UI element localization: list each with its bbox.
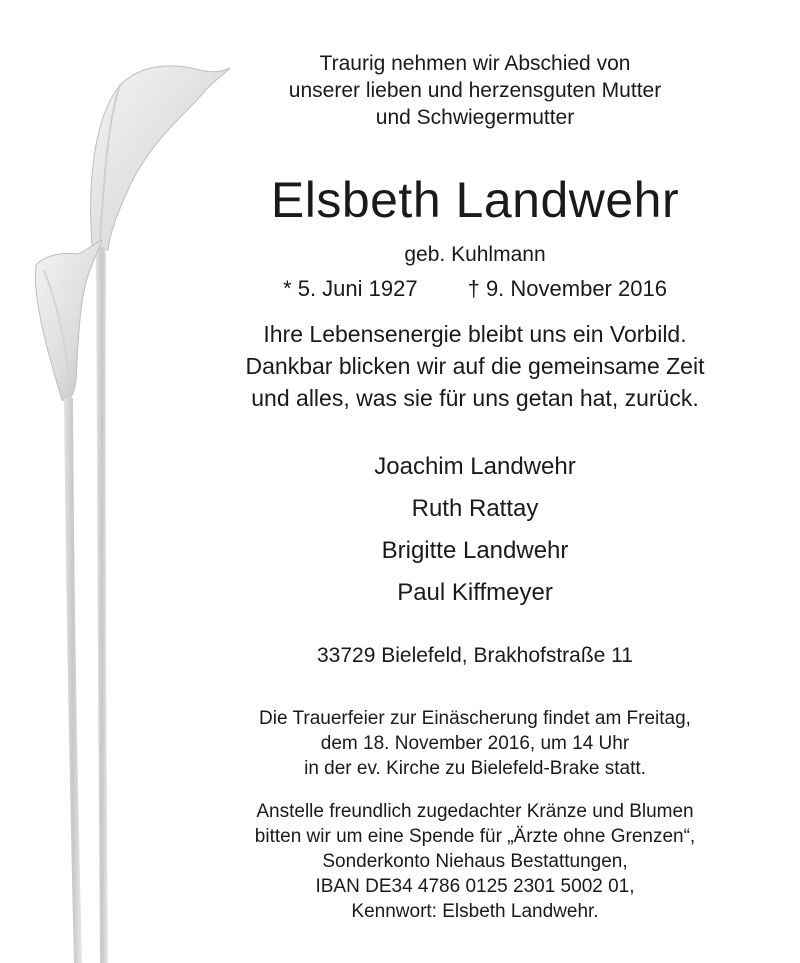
tribute-text xyxy=(205,318,745,414)
life-dates xyxy=(205,274,745,304)
tribute-line: und alles, was sie für uns getan hat, zurück. xyxy=(251,385,699,411)
mourner-name: Ruth Rattay xyxy=(411,495,539,522)
tribute-line: Dankbar blicken wir auf die gemeinsame Zeit xyxy=(245,353,705,379)
birth-name: geb. Kuhlmann xyxy=(404,243,546,266)
mourner-name: Brigitte Landwehr xyxy=(381,537,569,564)
tribute-line: Ihre Lebensenergie bleibt uns ein Vorbild. xyxy=(263,321,687,347)
intro-line: Traurig nehmen wir Abschied von xyxy=(319,52,631,75)
service-line: Die Trauerfeier zur Einäscherung findet am Freitag, xyxy=(259,708,691,729)
intro-line: und Schwiegermutter xyxy=(375,106,575,129)
family-address: 33729 Bielefeld, Brakhofstraße 11 xyxy=(317,644,633,667)
death-date: † 9. November 2016 xyxy=(467,276,667,301)
funeral-service-info xyxy=(205,706,745,781)
service-line: in der ev. Kirche zu Bielefeld-Brake statt. xyxy=(304,758,646,779)
service-line: dem 18. November 2016, um 14 Uhr xyxy=(320,733,630,754)
intro-line: unserer lieben und herzensguten Mutter xyxy=(288,79,662,102)
donation-line: Anstelle freundlich zugedachter Kränze und Blumen xyxy=(256,801,694,822)
donation-line: Sonderkonto Niehaus Bestattungen, xyxy=(322,851,628,872)
birth-date: * 5. Juni 1927 xyxy=(283,276,418,301)
donation-info xyxy=(205,799,745,924)
donation-line: IBAN DE34 4786 0125 2301 5002 01, xyxy=(315,876,635,897)
donation-line: Kennwort: Elsbeth Landwehr. xyxy=(351,901,599,922)
mourner-name: Joachim Landwehr xyxy=(374,453,576,480)
mourner-name: Paul Kiffmeyer xyxy=(397,579,553,606)
intro-text xyxy=(205,50,745,131)
deceased-name: Elsbeth Landwehr xyxy=(270,172,680,228)
mourners-list xyxy=(205,446,745,614)
donation-line: bitten wir um eine Spende für „Ärzte ohne Grenzen“, xyxy=(254,826,696,847)
calla-lily-illustration xyxy=(0,0,240,963)
